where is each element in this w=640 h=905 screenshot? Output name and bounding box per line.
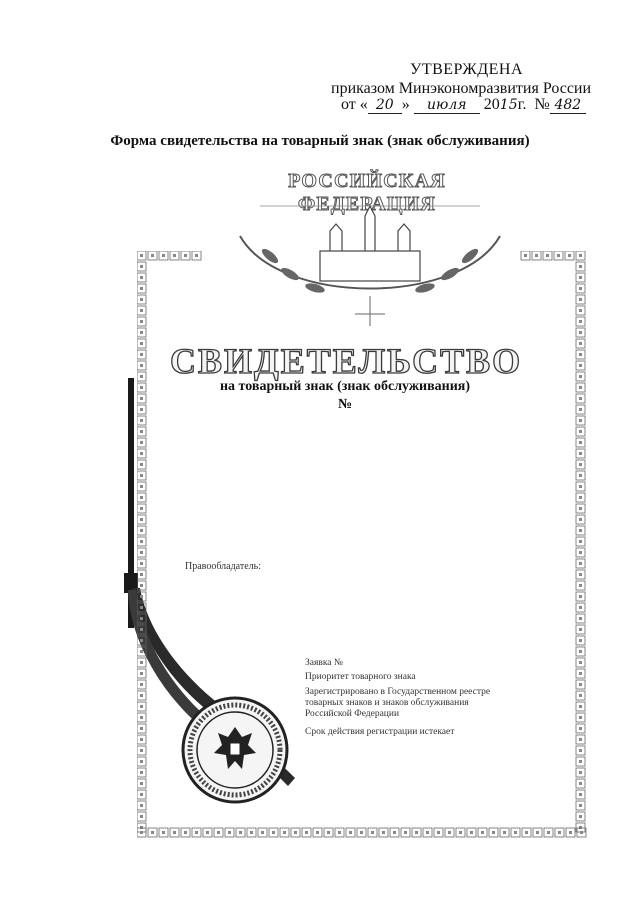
handwritten-month: июля (414, 97, 480, 114)
kremlin-wreath-emblem-icon (220, 196, 520, 331)
application-label: Заявка № (305, 658, 343, 668)
handwritten-day: 20 (368, 97, 402, 114)
registered-line-1: Зарегистрировано в Государственном реестре (305, 687, 491, 697)
from-label: от « (341, 96, 368, 113)
number-label: № (534, 96, 550, 113)
certificate-title: СВИДЕТЕЛЬСТВО (170, 341, 523, 381)
official-round-seal-icon (180, 695, 290, 810)
certificate-subtitle: на товарный знак (знак обслуживания) (219, 379, 471, 394)
registered-line-2: товарных знаков и знаков обслуживания (305, 698, 469, 708)
country-title: РОССИЙСКАЯ ФЕДЕРАЦИЯ (288, 170, 446, 215)
handwritten-year: 15 (499, 97, 518, 113)
approval-title: УТВЕРЖДЕНА (410, 61, 524, 78)
approval-order: приказом Минэкономразвития России (331, 80, 592, 97)
close-quote: » (401, 96, 410, 113)
expiry-label: Срок действия регистрации истекает (305, 727, 455, 737)
approval-date-line (341, 96, 586, 114)
registered-line-3: Российской Федерации (305, 709, 400, 719)
holder-label: Правообладатель: (185, 561, 261, 572)
year-label: г. (517, 96, 527, 113)
priority-label: Приоритет товарного знака (305, 672, 416, 682)
handwritten-number: 482 (550, 97, 586, 114)
year-prefix: 20 (483, 96, 500, 113)
form-heading: Форма свидетельства на товарный знак (знак обслуживания) (110, 133, 530, 149)
certificate-number-sign: № (337, 397, 353, 412)
